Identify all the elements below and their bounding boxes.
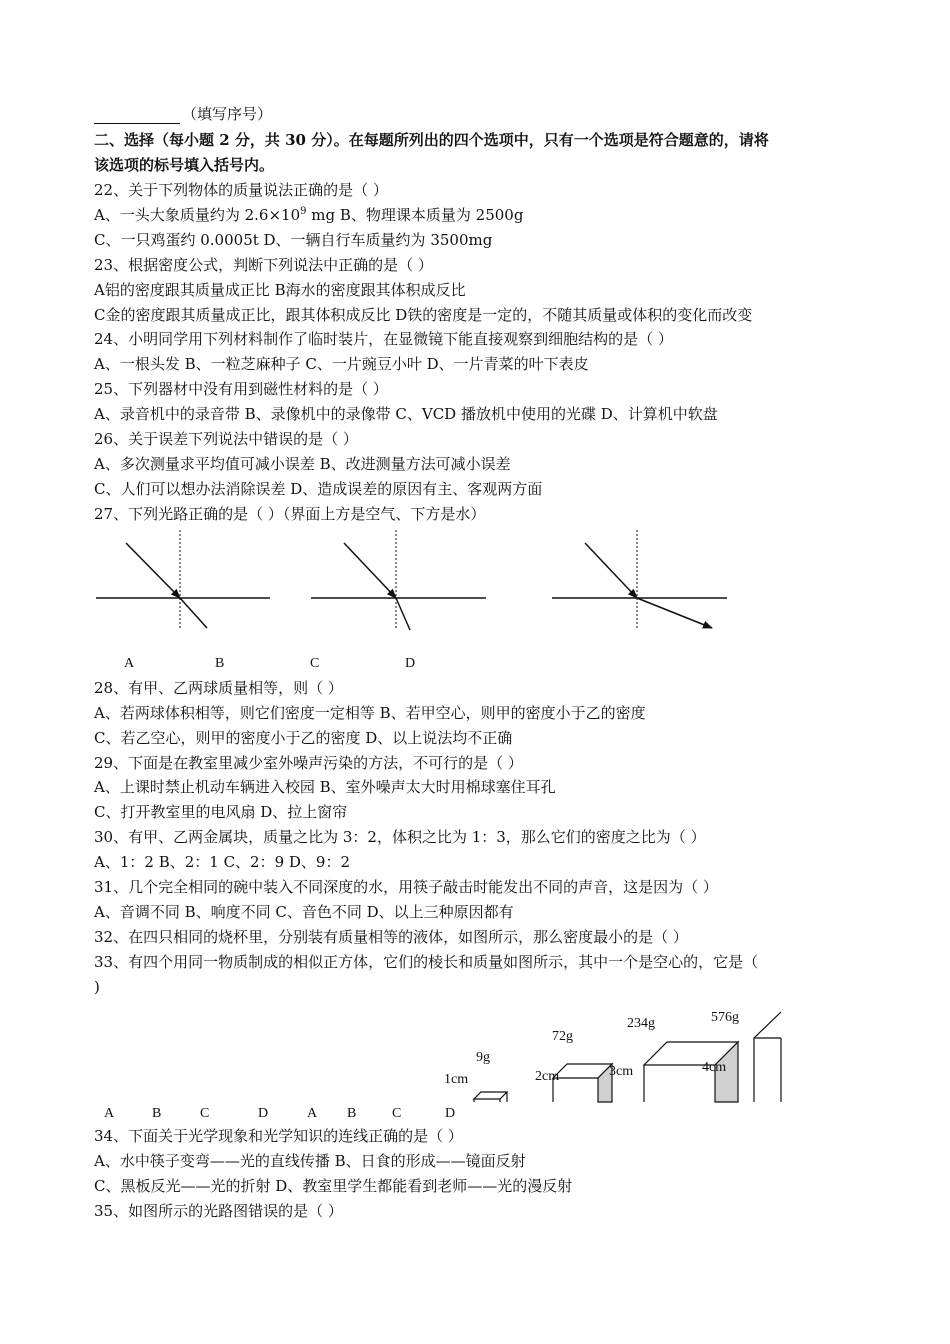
section-title-cont: 该选项的标号填入括号内。 [94, 156, 275, 174]
q33-label-c1: C [200, 1106, 210, 1121]
q29-stem: 29、下面是在教室里减少室外噪声污染的方法，不可行的是（ ） [94, 754, 523, 772]
exponent: 9 [300, 206, 307, 217]
q22-stem: 22、关于下列物体的质量说法正确的是（ ） [94, 181, 388, 199]
cube-1-edge: 1cm [444, 1072, 469, 1087]
cube-2-edge: 2cm [535, 1069, 560, 1084]
q28-options-1: A、若两球体积相等，则它们密度一定相等 B、若甲空心，则甲的密度小于乙的密度 [94, 704, 646, 722]
diagram-a [96, 530, 270, 630]
refracted-ray [396, 598, 410, 630]
q33-label-d1: D [258, 1106, 269, 1121]
q27-label-d: D [405, 656, 416, 671]
q34-stem: 34、下面关于光学现象和光学知识的连线正确的是（ ） [94, 1127, 463, 1145]
cube-4-edge: 4cm [702, 1060, 727, 1075]
cube-2cm [553, 1064, 612, 1102]
q22-options-2: C、一只鸡蛋约 0.0005t D、一辆自行车质量约为 3500mg [94, 231, 493, 249]
q31-options: A、音调不同 B、响度不同 C、音色不同 D、以上三种原因都有 [94, 903, 514, 921]
diagram-b [311, 530, 486, 630]
cube-4cm-partial [754, 1012, 781, 1102]
refracted-ray [637, 598, 712, 628]
q27-label-c: C [310, 656, 320, 671]
q23-options-1: A铝的密度跟其质量成正比 B海水的密度跟其体积成反比 [94, 281, 466, 299]
q29-options-2: C、打开教室里的电风扇 D、拉上窗帘 [94, 803, 348, 821]
q34-options-1: A、水中筷子变弯——光的直线传播 B、日食的形成——镜面反射 [94, 1152, 526, 1170]
q33-label-d2: D [445, 1106, 456, 1121]
q35-stem: 35、如图所示的光路图错误的是（ ） [94, 1202, 343, 1220]
refracted-ray [180, 598, 207, 628]
q34-options-2: C、黑板反光——光的折射 D、教室里学生都能看到老师——光的漫反射 [94, 1177, 573, 1195]
q33-label-b2: B [347, 1106, 357, 1121]
q26-stem: 26、关于误差下列说法中错误的是（ ） [94, 430, 358, 448]
q22-option-b: mg B、物理课本质量为 2500g [306, 206, 524, 224]
cube-3-edge: 3cm [609, 1064, 634, 1079]
incident-ray [585, 543, 637, 598]
blank-note: （填写序号） [182, 105, 273, 123]
q31-stem: 31、几个完全相同的碗中装入不同深度的水，用筷子敲击时能发出不同的声音，这是因为（ ） [94, 878, 718, 896]
cube-3-mass: 234g [627, 1016, 655, 1031]
q33-stem-end: ) [94, 978, 100, 996]
q28-stem: 28、有甲、乙两球质量相等，则（ ） [94, 679, 343, 697]
q24-options: A、一根头发 B、一粒芝麻种子 C、一片豌豆小叶 D、一片青菜的叶下表皮 [94, 355, 589, 373]
incident-ray [344, 543, 396, 598]
q30-stem: 30、有甲、乙两金属块，质量之比为 3：2，体积之比为 1：3，那么它们的密度之比为（ ） [94, 828, 706, 846]
q26-options-1: A、多次测量求平均值可减小误差 B、改进测量方法可减小误差 [94, 455, 511, 473]
q29-options-1: A、上课时禁止机动车辆进入校园 B、室外噪声太大时用棉球塞住耳孔 [94, 778, 556, 796]
q22-option-a: A、一头大象质量约为 2.6×10 [94, 206, 301, 224]
q33-label-a2: A [307, 1106, 318, 1121]
cube-1-mass: 9g [476, 1050, 490, 1065]
q23-options-2: C金的密度跟其质量成正比，跟其体积成反比 D铁的密度是一定的，不随其质量或体积的变化而改变 [94, 306, 753, 324]
q25-options: A、录音机中的录音带 B、录像机中的录像带 C、VCD 播放机中使用的光碟 D、计算机中软盘 [94, 405, 718, 423]
q32-stem: 32、在四只相同的烧杯里，分别装有质量相等的液体，如图所示，那么密度最小的是（ ） [94, 928, 688, 946]
q33-label-a1: A [104, 1106, 115, 1121]
q26-options-2: C、人们可以想办法消除误差 D、造成误差的原因有主、客观两方面 [94, 480, 543, 498]
q33-label-c2: C [392, 1106, 402, 1121]
q27-label-a: A [124, 656, 135, 671]
cube-2-mass: 72g [552, 1029, 573, 1044]
cube-4-mass: 576g [711, 1010, 739, 1025]
q27-stem: 27、下列光路正确的是（ ）（界面上方是空气、下方是水） [94, 505, 486, 523]
q30-options: A、1：2 B、2：1 C、2：9 D、9：2 [94, 853, 351, 871]
q33-label-b1: B [152, 1106, 162, 1121]
q33-stem: 33、有四个用同一物质制成的相似正方体，它们的棱长和质量如图所示，其中一个是空心的，它是（ [94, 953, 759, 971]
q28-options-2: C、若乙空心，则甲的密度小于乙的密度 D、以上说法均不正确 [94, 729, 513, 747]
section-title: 二、选择（每小题 2 分，共 30 分）。在每题所列出的四个选项中，只有一个选项是符合题意的，请将 [94, 131, 769, 149]
q25-stem: 25、下列器材中没有用到磁性材料的是（ ） [94, 380, 388, 398]
diagram-c [552, 530, 727, 630]
q27-label-b: B [215, 656, 225, 671]
q23-stem: 23、根据密度公式，判断下列说法中正确的是（ ） [94, 256, 433, 274]
incident-ray [126, 543, 180, 598]
cube-1cm [474, 1092, 507, 1102]
q24-stem: 24、小明同学用下列材料制作了临时装片，在显微镜下能直接观察到细胞结构的是（ ） [94, 330, 673, 348]
